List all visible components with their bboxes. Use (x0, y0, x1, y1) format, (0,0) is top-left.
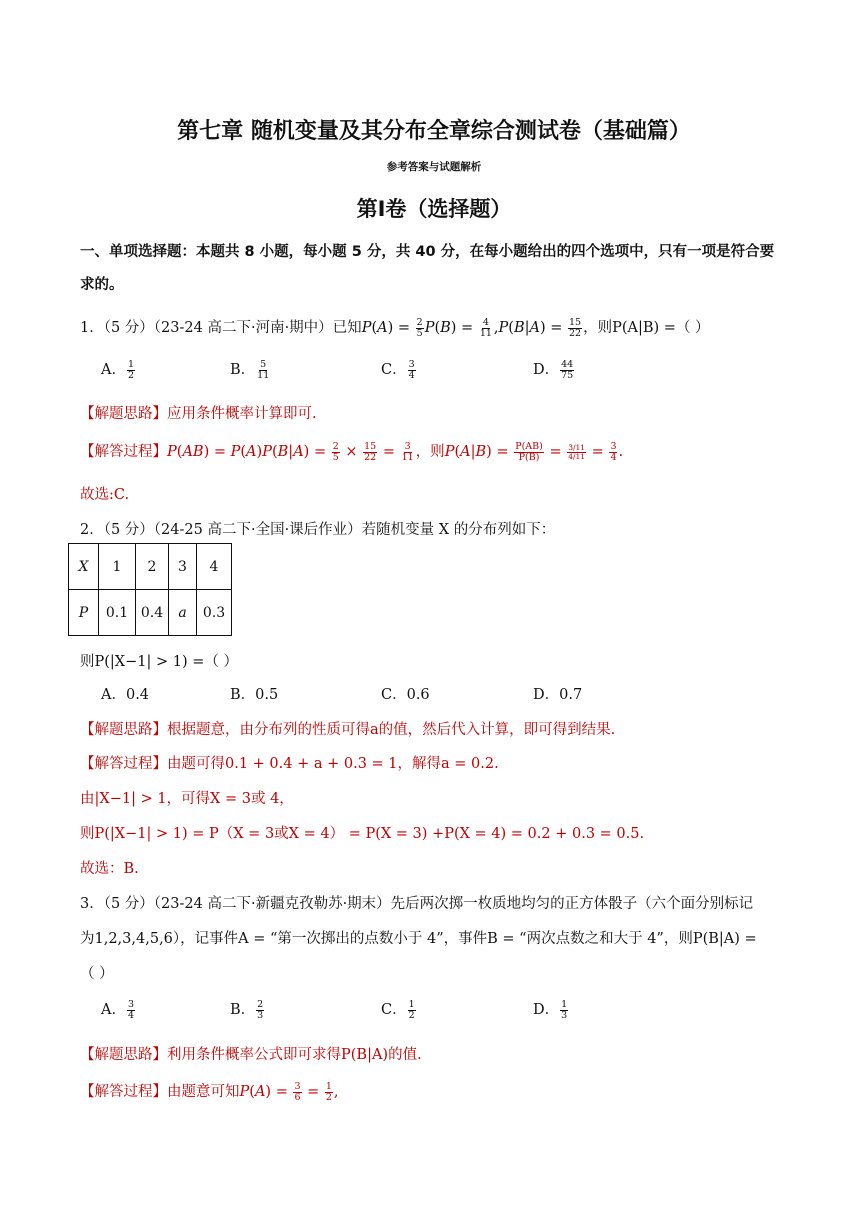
q2-option-c: C．0.6 (381, 687, 430, 703)
question-3-line2: 为1,2,3,4,5,6），记事件A = “第一次掷出的点数小于 4”，事件B = “两次点数之和大于 4”，则P(B|A) = (80, 931, 757, 947)
q1-solution-idea: 【解题思路】应用条件概率计算即可. (80, 406, 317, 422)
table-cell: X (69, 544, 99, 590)
table-cell: P (69, 590, 99, 636)
question-3-line1: 3．（5 分）（23-24 高二下·新疆克孜勒苏·期末）先后两次掷一枚质地均匀的正方体骰子（六个面分别标记 (80, 896, 754, 912)
distribution-table (68, 543, 232, 636)
table-cell: a (169, 590, 197, 636)
table-row (69, 590, 232, 636)
q3-option-c: C． $\frac{1}{2}$ (381, 998, 415, 1021)
q3-option-b: B． $\frac{2}{3}$ (230, 998, 264, 1021)
q2-solution-process-3: 则P(|X−1| > 1) = P（X = 3或X = 4） = P(X = 3) +P(X = 4) = 0.2 + 0.3 = 0.5. (80, 826, 645, 842)
q3-solution-idea: 【解题思路】利用条件概率公式即可求得P(B|A)的值. (80, 1047, 422, 1063)
instructions-line2: 求的。 (80, 277, 124, 293)
table-cell: 4 (197, 544, 232, 590)
q2-answer: 故选：B. (80, 861, 139, 877)
q1-option-a: A． $\frac{1}{2}$ (101, 358, 135, 381)
table-row (69, 544, 232, 590)
q1-answer: 故选:C. (80, 487, 130, 503)
table-cell: 0.3 (197, 590, 232, 636)
q2-solution-idea: 【解题思路】根据题意，由分布列的性质可得a的值，然后代入计算，即可得到结果. (80, 722, 616, 738)
q3-solution-process: 【解答过程】由题意可知P(A) = $\frac{3}{6}$ = $\frac{1}{2}$ , (80, 1080, 339, 1103)
question-1-tail: ，则P(A|B) =（ ） (583, 320, 710, 336)
table-cell: 1 (99, 544, 136, 590)
question-3-line3: （ ） (80, 966, 114, 982)
page-title: 第七章 随机变量及其分布全章综合测试卷（基础篇） (177, 119, 691, 144)
q3-option-a: A． $\frac{3}{4}$ (101, 998, 135, 1021)
question-1-head: 1．（5 分）（23-24 高二下·河南·期中）已知 (80, 320, 362, 336)
q3-option-d: D． $\frac{1}{3}$ (533, 998, 568, 1021)
table-cell: 2 (136, 544, 169, 590)
instructions-line1: 一、单项选择题：本题共 8 小题，每小题 5 分，共 40 分，在每小题给出的四个选项中，只有一项是符合要 (80, 244, 775, 260)
q1-option-c: C． $\frac{3}{4}$ (381, 358, 415, 381)
q2-option-a: A．0.4 (101, 687, 150, 703)
q1-solution-process: 【解答过程】P(AB) = P(A)P(B|A) = $\frac{2}{5}$ × $\frac{15}{22}$ = $\frac{3}{11}$ ，则P(A|B) = $\frac{P(AB)}{P(B)}$ = $\frac{3/11}{4/11}$ = $\frac{3}{4}$ . (80, 440, 624, 463)
question-1: 1．（5 分）（23-24 高二下·河南·期中）已知P(A) = $\frac{2}{5}$ P(B) = $\frac{4}{11}$ ,P(B|A) = $\frac{15}{22}$ ，则P(A|B) =（ ） (80, 316, 710, 339)
table-cell: 0.4 (136, 590, 169, 636)
q1-option-d: D． $\frac{44}{75}$ (533, 358, 574, 381)
table-cell: 3 (169, 544, 197, 590)
question-2: 2．（5 分）（24-25 高二下·全国·课后作业）若随机变量 X 的分布列如下： (80, 522, 556, 538)
page-subtitle: 参考答案与试题解析 (386, 161, 482, 173)
question-2-prompt: 则P(|X−1| > 1) =（ ） (80, 654, 238, 670)
q1-option-b: B． $\frac{5}{11}$ (230, 358, 270, 381)
q2-option-d: D．0.7 (533, 687, 583, 703)
q2-option-b: B．0.5 (230, 687, 279, 703)
section-heading: 第I卷（选择题） (356, 197, 512, 221)
q2-solution-process-1: 【解答过程】由题可得0.1 + 0.4 + a + 0.3 = 1，解得a = 0.2. (80, 756, 499, 772)
q2-solution-process-2: 由|X−1| > 1，可得X = 3或 4， (80, 791, 294, 807)
table-cell: 0.1 (99, 590, 136, 636)
